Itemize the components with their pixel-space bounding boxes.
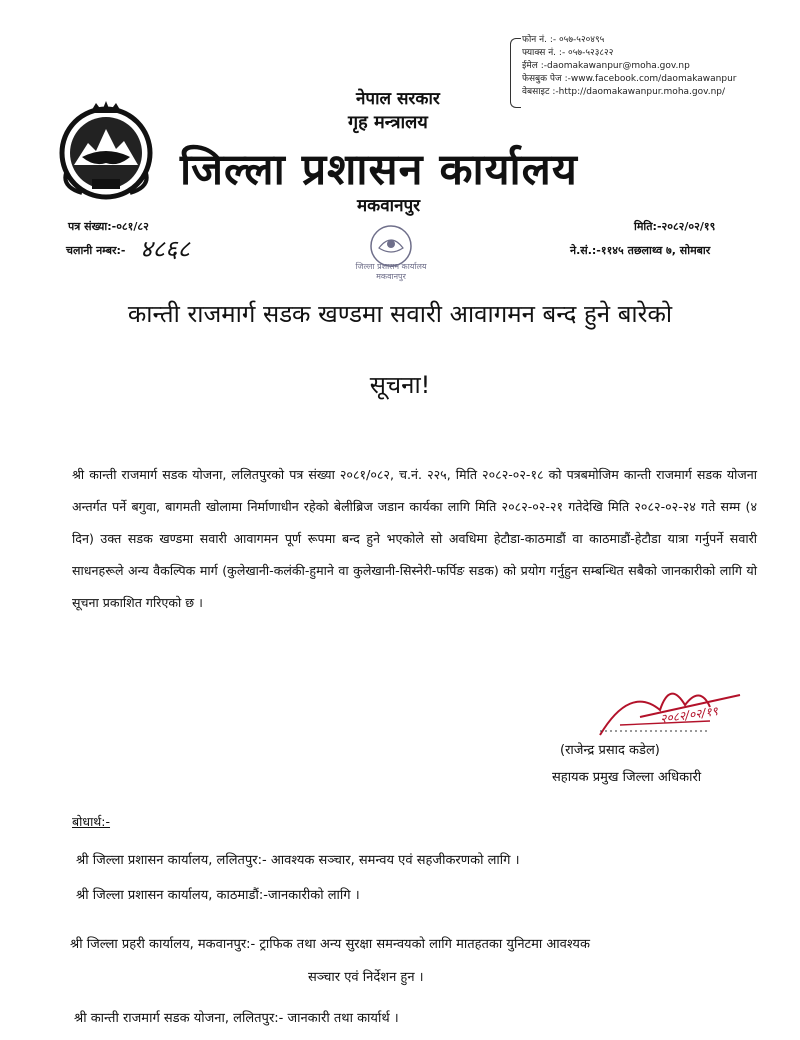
office-stamp-text: जिल्ला प्रशासन कार्यालय मकवानपुर xyxy=(355,262,427,281)
header-district: मकवानपुर xyxy=(357,196,421,216)
contact-fax: फ्याक्स नं. :- ०५७-५२३८२२ xyxy=(522,48,614,58)
signatory-title: सहायक प्रमुख जिल्ला अधिकारी xyxy=(552,770,702,785)
contact-bracket xyxy=(510,38,521,108)
contact-email: ईमेल :-daomakawanpur@moha.gov.np xyxy=(522,61,690,71)
contact-phone: फोन नं. :- ०५७-५२०४९५ xyxy=(522,35,605,45)
contact-facebook: फेसबुक पेज :-www.facebook.com/daomakawanpur xyxy=(522,74,737,84)
header-ministry: गृह मन्त्रालय xyxy=(348,112,428,133)
signatory-name: (राजेन्द्र प्रसाद कडेल) xyxy=(560,743,660,758)
cc-item-police: श्री जिल्ला प्रहरी कार्यालय, मकवानपुर:- ट्राफिक तथा अन्य सुरक्षा समन्वयको लागि मातहतका युनिटमा आवश्यक xyxy=(70,937,590,952)
contact-website: वेबसाइट :-http://daomakawanpur.moha.gov.np/ xyxy=(522,87,726,97)
signature-date: २०८२/०२/१९ xyxy=(659,704,719,726)
nepal-sambat-date: ने.सं.:-११४५ तछलाथ्व ७, सोमबार xyxy=(570,244,711,257)
cc-item-police-cont: सञ्चार एवं निर्देशन हुन । xyxy=(308,970,424,985)
header-office: जिल्ला प्रशासन कार्यालय xyxy=(180,145,578,195)
cc-item-kanti-highway: श्री कान्ती राजमार्ग सडक योजना, ललितपुर:- जानकारी तथा कार्यार्थ । xyxy=(74,1011,399,1026)
cc-item-lalitpur: श्री जिल्ला प्रशासन कार्यालय, ललितपुर:- आवश्यक सञ्चार, समन्वय एवं सहजीकरणको लागि । xyxy=(76,853,520,868)
letter-number: पत्र संख्या:-०८१/८२ xyxy=(68,220,149,233)
letter-date: मिति:-२०८२/०२/१९ xyxy=(634,220,716,233)
dispatch-label: चलानी नम्बर:- xyxy=(66,244,126,257)
cc-item-kathmandu: श्री जिल्ला प्रशासन कार्यालय, काठमाडौं:-जानकारीको लागि । xyxy=(76,888,360,903)
dispatch-number: ४८६८ xyxy=(140,235,190,263)
subject-line: कान्ती राजमार्ग सडक खण्डमा सवारी आवागमन बन्द हुने बारेको xyxy=(127,300,673,328)
nepal-emblem-icon xyxy=(52,95,160,203)
header-government: नेपाल सरकार xyxy=(356,89,440,109)
cc-heading: बोधार्थ:- xyxy=(72,814,111,829)
notice-title: सूचना! xyxy=(369,371,431,399)
contact-block xyxy=(522,34,737,99)
notice-body: श्री कान्ती राजमार्ग सडक योजना, ललितपुरको पत्र संख्या २०८१/०८२, च.नं. २२५, मिति २०८२-०२-१८ को पत्रबमोजिम कान्ती राजमार्ग सडक योजना अन्तर्गत पर्ने बगुवा, बागमती खोलामा निर्माणाधीन रहेको बेलीब्रिज जडान कार्यका लागि मिति २०८२-०२-२१ गतेदेखि मिति २०८२-०२-२४ गते सम्म (४ दिन) उक्त सडक खण्डमा सवारी आवागमन पूर्ण रूपमा बन्द हुने भएकोले सो अवधिमा हेटौडा-काठमाडौं वा काठमाडौं-हेटौडा यात्रा गर्नुपर्ने सवारी साधनहरूले अन्य वैकल्पिक मार्ग (कुलेखानी-कलंकी-हुमाने वा कुलेखानी-सिस्नेरी-फर्पिङ सडक) को प्रयोग गर्नुहुन सम्बन्धित सबैको जानकारीको लागि यो सूचना प्रकाशित गरिएको छ । xyxy=(72,467,757,610)
